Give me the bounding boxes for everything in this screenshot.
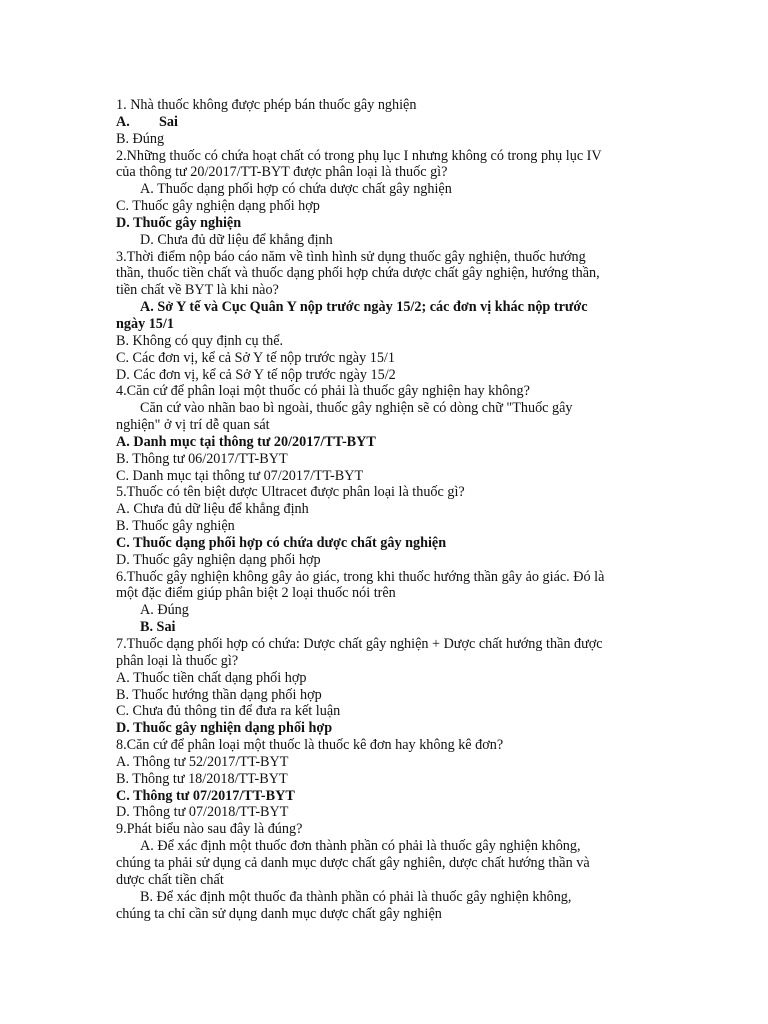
text-line: A. Thông tư 52/2017/TT-BYT <box>116 753 289 770</box>
text-line: 5.Thuốc có tên biệt dược Ultracet được phân loại là thuốc gì? <box>116 484 465 501</box>
text-line: B. Thuốc gây nghiện <box>116 518 235 535</box>
text-line: B. Đúng <box>116 130 165 147</box>
text-line: thần, thuốc tiền chất và thuốc dạng phối hợp chứa dược chất gây nghiện, hướng thần, <box>116 265 600 282</box>
text-line: phân loại là thuốc gì? <box>116 652 239 669</box>
text-line: C. Các đơn vị, kể cả Sở Y tế nộp trước ngày 15/1 <box>116 349 395 366</box>
text-line: B. Để xác định một thuốc đa thành phần có phải là thuốc gây nghiện không, <box>140 888 572 905</box>
text-line: A. Sở Y tế và Cục Quân Y nộp trước ngày 15/2; các đơn vị khác nộp trước <box>140 299 588 316</box>
text-line: C. Thuốc gây nghiện dạng phối hợp <box>116 198 320 215</box>
text-line: A. Chưa đủ dữ liệu để khẳng định <box>116 501 309 518</box>
text-line: 7.Thuốc dạng phối hợp có chứa: Dược chất gây nghiện + Dược chất hướng thần được <box>116 636 603 652</box>
text-line: 6.Thuốc gây nghiện không gây ảo giác, trong khi thuốc hướng thần gây ảo giác. Đó là <box>116 568 605 585</box>
text-line: D. Thuốc gây nghiện dạng phối hợp <box>116 720 333 737</box>
text-line: D. Thuốc gây nghiện <box>116 214 242 231</box>
text-line: Căn cứ vào nhãn bao bì ngoài, thuốc gây nghiện sẽ có dòng chữ "Thuốc gây <box>140 400 573 417</box>
text-line: C. Thuốc dạng phối hợp có chứa dược chất gây nghiện <box>116 534 447 551</box>
text-line <box>116 114 656 131</box>
text-line: ngày 15/1 <box>116 315 174 332</box>
text-line: A. Danh mục tại thông tư 20/2017/TT-BYT <box>116 433 376 450</box>
text-line: B. Thông tư 06/2017/TT-BYT <box>116 450 288 467</box>
text-line: C. Chưa đủ thông tin để đưa ra kết luận <box>116 703 341 720</box>
text-line: nghiện" ở vị trí dễ quan sát <box>116 417 270 434</box>
text-line: của thông tư 20/2017/TT-BYT được phân loại là thuốc gì? <box>116 164 448 181</box>
text-line: B. Thuốc hướng thần dạng phối hợp <box>116 686 322 703</box>
text-line: dược chất tiền chất <box>116 871 224 888</box>
document-body <box>116 97 656 922</box>
text-line: C. Thông tư 07/2017/TT-BYT <box>116 787 295 804</box>
text-line: 8.Căn cứ để phân loại một thuốc là thuốc kê đơn hay không kê đơn? <box>116 737 504 754</box>
text-line: 3.Thời điểm nộp báo cáo năm về tình hình sử dụng thuốc gây nghiện, thuốc hướng <box>116 248 586 265</box>
text-line: B. Thông tư 18/2018/TT-BYT <box>116 770 288 787</box>
text-line: A. Để xác định một thuốc đơn thành phần có phải là thuốc gây nghiện không, <box>140 838 581 855</box>
text-line: D. Thuốc gây nghiện dạng phối hợp <box>116 551 321 568</box>
text-line: B. Không có quy định cụ thể. <box>116 332 284 349</box>
text-line: D. Các đơn vị, kể cả Sở Y tế nộp trước ngày 15/2 <box>116 366 396 383</box>
text-line: 9.Phát biểu nào sau đây là đúng? <box>116 821 303 838</box>
text-line: 4.Căn cứ để phân loại một thuốc có phải là thuốc gây nghiện hay không? <box>116 383 530 400</box>
option-text: Sai <box>159 113 178 130</box>
text-line: A. Đúng <box>140 602 189 619</box>
text-line: tiền chất về BYT là khi nào? <box>116 282 279 299</box>
text-line: 2.Những thuốc có chứa hoạt chất có trong phụ lục I nhưng không có trong phụ lục IV <box>116 147 602 164</box>
text-line: 1. Nhà thuốc không được phép bán thuốc gây nghiện <box>116 97 417 113</box>
text-line: chúng ta chỉ cần sử dụng danh mục dược chất gây nghiện <box>116 905 442 922</box>
text-line: A. Thuốc tiền chất dạng phối hợp <box>116 669 307 686</box>
text-line: A. Thuốc dạng phối hợp có chứa dược chất gây nghiện <box>140 181 452 198</box>
option-marker: A. <box>116 113 130 130</box>
text-line: B. Sai <box>140 619 176 636</box>
text-line: một đặc điểm giúp phân biệt 2 loại thuốc nói trên <box>116 585 396 602</box>
text-line: D. Chưa đủ dữ liệu để khẳng định <box>140 231 333 248</box>
text-line: C. Danh mục tại thông tư 07/2017/TT-BYT <box>116 467 364 484</box>
text-line: D. Thông tư 07/2018/TT-BYT <box>116 804 289 821</box>
text-line: chúng ta phải sử dụng cả danh mục dược chất gây nghiên, dược chất hướng thần và <box>116 854 590 871</box>
